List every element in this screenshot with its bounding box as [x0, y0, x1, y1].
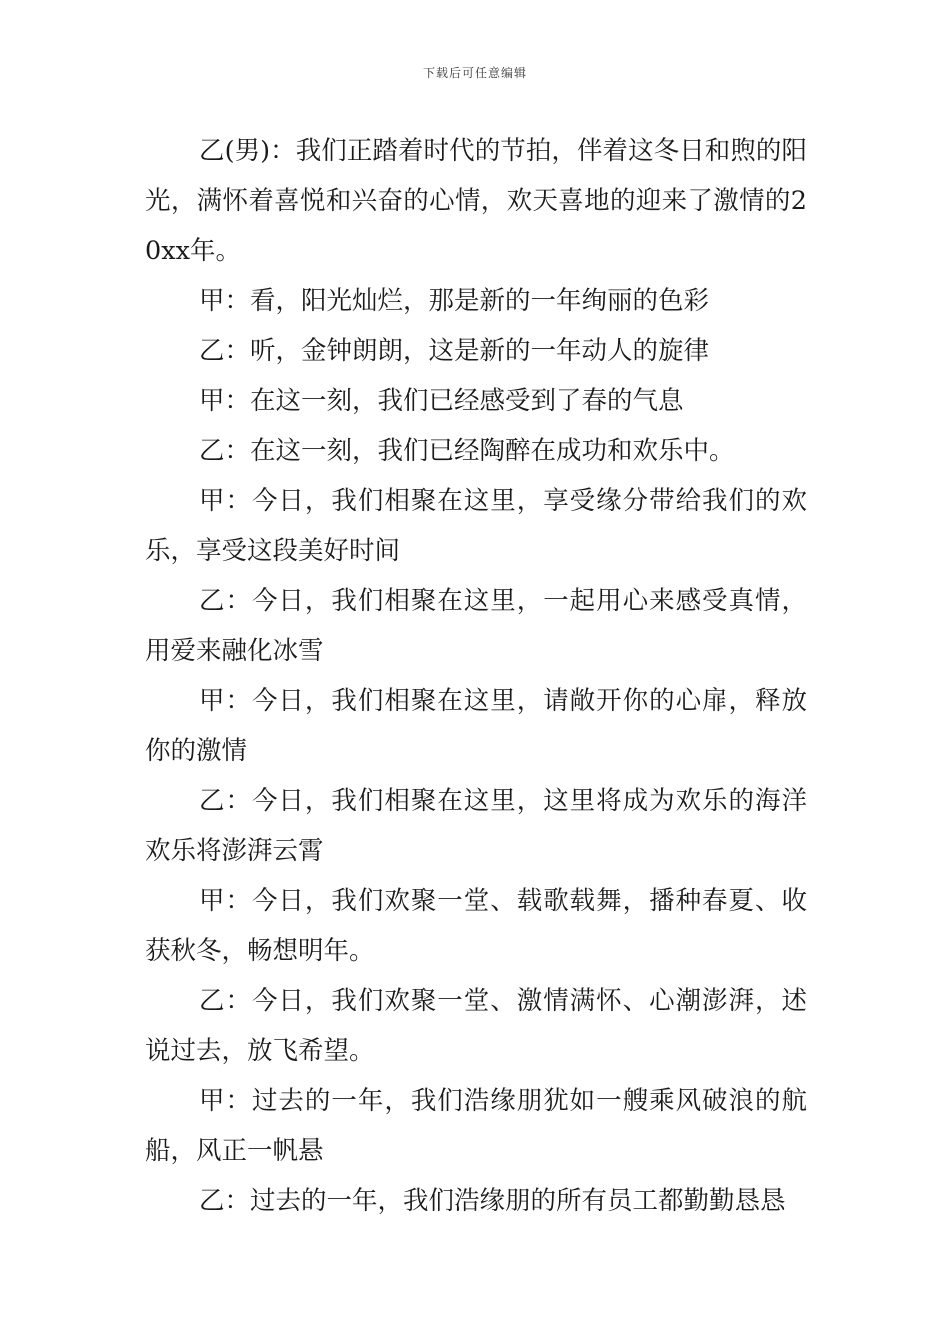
- paragraph: 甲：今日，我们欢聚一堂、载歌载舞，播种春夏、收获秋冬，畅想明年。: [145, 886, 807, 966]
- paragraph: 甲：在这一刻，我们已经感受到了春的气息: [199, 386, 684, 416]
- paragraph: 甲：看，阳光灿烂，那是新的一年绚丽的色彩: [199, 286, 710, 316]
- paragraph: 甲：过去的一年，我们浩缘朋犹如一艘乘风破浪的航船，风正一帆悬: [145, 1086, 807, 1166]
- paragraph: 乙：今日，我们欢聚一堂、激情满怀、心潮澎湃，述说过去，放飞希望。: [145, 986, 807, 1066]
- paragraph: 甲：今日，我们相聚在这里，请敞开你的心扉，释放你的激情: [145, 686, 807, 766]
- paragraph: 乙：听，金钟朗朗，这是新的一年动人的旋律: [199, 336, 710, 366]
- paragraph: 乙：今日，我们相聚在这里，一起用心来感受真情，用爱来融化冰雪: [145, 586, 807, 666]
- paragraph: 乙(男)：我们正踏着时代的节拍，伴着这冬日和煦的阳光，满怀着喜悦和兴奋的心情，欢天喜地的迎来了激情的20xx年。: [145, 136, 807, 266]
- document-body: [145, 126, 807, 1226]
- page-header-note: 下载后可任意编辑: [422, 66, 527, 80]
- paragraph: 乙：过去的一年，我们浩缘朋的所有员工都勤勤恳恳: [199, 1186, 786, 1216]
- paragraph: 乙：今日，我们相聚在这里，这里将成为欢乐的海洋欢乐将澎湃云霄: [145, 786, 807, 866]
- paragraph: 甲：今日，我们相聚在这里，享受缘分带给我们的欢乐，享受这段美好时间: [145, 486, 807, 566]
- paragraph: 乙：在这一刻，我们已经陶醉在成功和欢乐中。: [199, 436, 735, 466]
